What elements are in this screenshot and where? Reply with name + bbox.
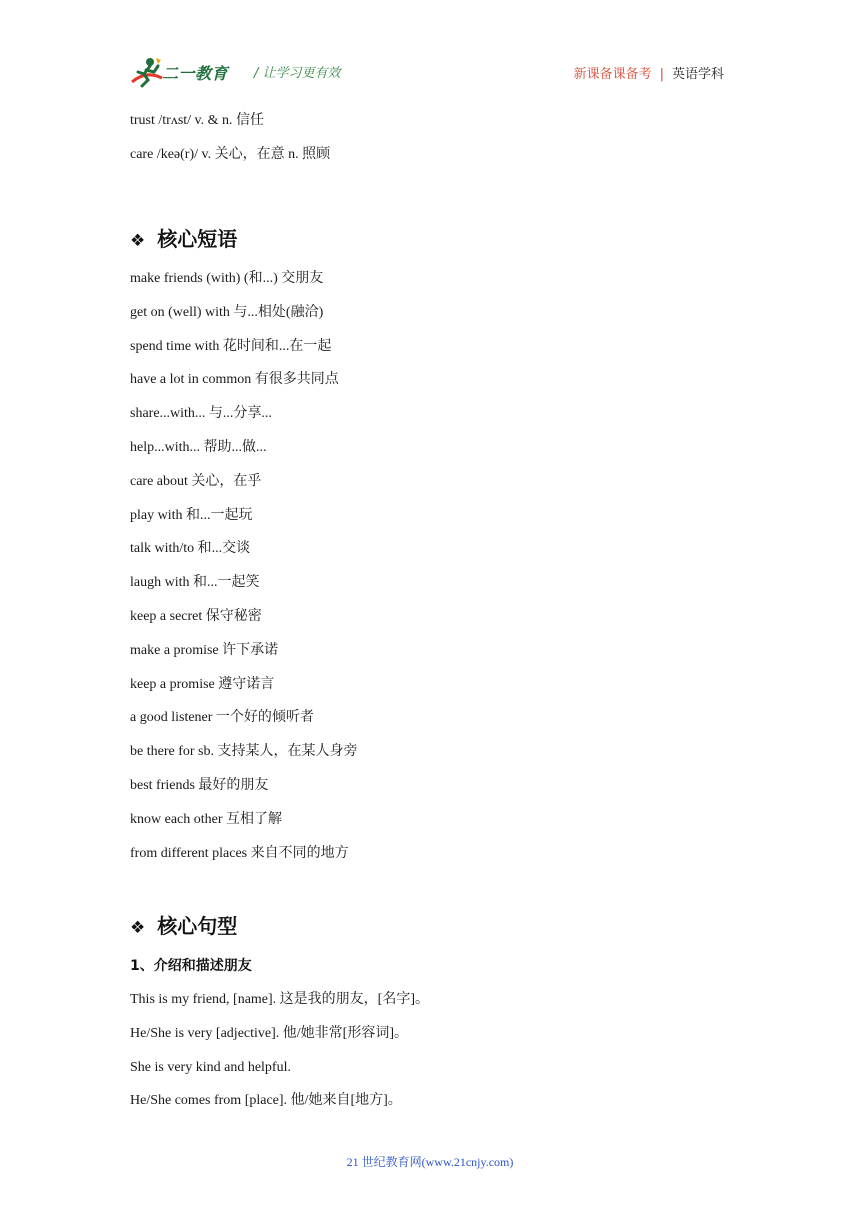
page-footer: 21 世纪教育网(www.21cnjy.com) <box>346 1155 514 1169</box>
page-header <box>130 56 730 92</box>
phrase-item: be there for sb. 支持某人，在某人身旁 <box>130 744 358 759</box>
runner-logo-icon <box>130 56 164 88</box>
phrase-item: know each other 互相了解 <box>130 812 283 827</box>
phrase-item: play with 和...一起玩 <box>130 508 253 523</box>
phrase-item: from different places 来自不同的地方 <box>130 846 349 861</box>
phrase-item: talk with/to 和...交谈 <box>130 541 251 556</box>
phrase-item: make friends (with) (和...) 交朋友 <box>130 271 324 286</box>
subsection-title: 1、介绍和描述朋友 <box>130 958 252 974</box>
phrase-item: keep a promise 遵守诺言 <box>130 677 275 692</box>
header-divider: | <box>659 67 664 82</box>
sentence-item: He/She comes from [place]. 他/她来自[地方]。 <box>130 1093 402 1108</box>
header-course-label: 新课备课备考 <box>573 67 652 82</box>
phrase-item: keep a secret 保守秘密 <box>130 609 262 624</box>
phrase-item: share...with... 与...分享... <box>130 406 272 421</box>
phrase-item: get on (well) with 与...相处(融洽) <box>130 305 324 320</box>
logo-text: 二一教育 <box>162 66 229 83</box>
diamond-bullet-icon: ❖ <box>130 231 146 251</box>
header-slogan: / 让学习更有效 <box>254 66 341 81</box>
header-subject <box>574 63 724 82</box>
phrase-item: spend time with 花时间和...在一起 <box>130 339 332 354</box>
phrase-item: make a promise 许下承诺 <box>130 643 279 658</box>
sentence-item: He/She is very [adjective]. 他/她非常[形容词]。 <box>130 1026 408 1041</box>
section-title: 核心句型 <box>157 914 238 938</box>
phrase-item: best friends 最好的朋友 <box>130 778 269 793</box>
sentence-item: This is my friend, [name]. 这是我的朋友，[名字]。 <box>130 992 430 1007</box>
phrase-item: care about 关心，在乎 <box>130 474 262 489</box>
sentence-item: She is very kind and helpful. <box>130 1060 291 1075</box>
section-heading-phrases <box>130 226 237 254</box>
vocab-line: care /keə(r)/ v. 关心，在意 n. 照顾 <box>130 147 331 162</box>
phrase-item: help...with... 帮助...做... <box>130 440 267 455</box>
header-subject-label: 英语学科 <box>671 67 724 82</box>
section-title: 核心短语 <box>157 227 238 251</box>
section-heading-sentences <box>130 913 237 941</box>
vocab-line: trust /trʌst/ v. & n. 信任 <box>130 113 265 128</box>
phrase-item: laugh with 和...一起笑 <box>130 575 260 590</box>
phrase-item: a good listener 一个好的倾听者 <box>130 710 314 725</box>
logo <box>130 56 240 90</box>
phrase-item: have a lot in common 有很多共同点 <box>130 372 339 387</box>
diamond-bullet-icon: ❖ <box>130 918 146 938</box>
